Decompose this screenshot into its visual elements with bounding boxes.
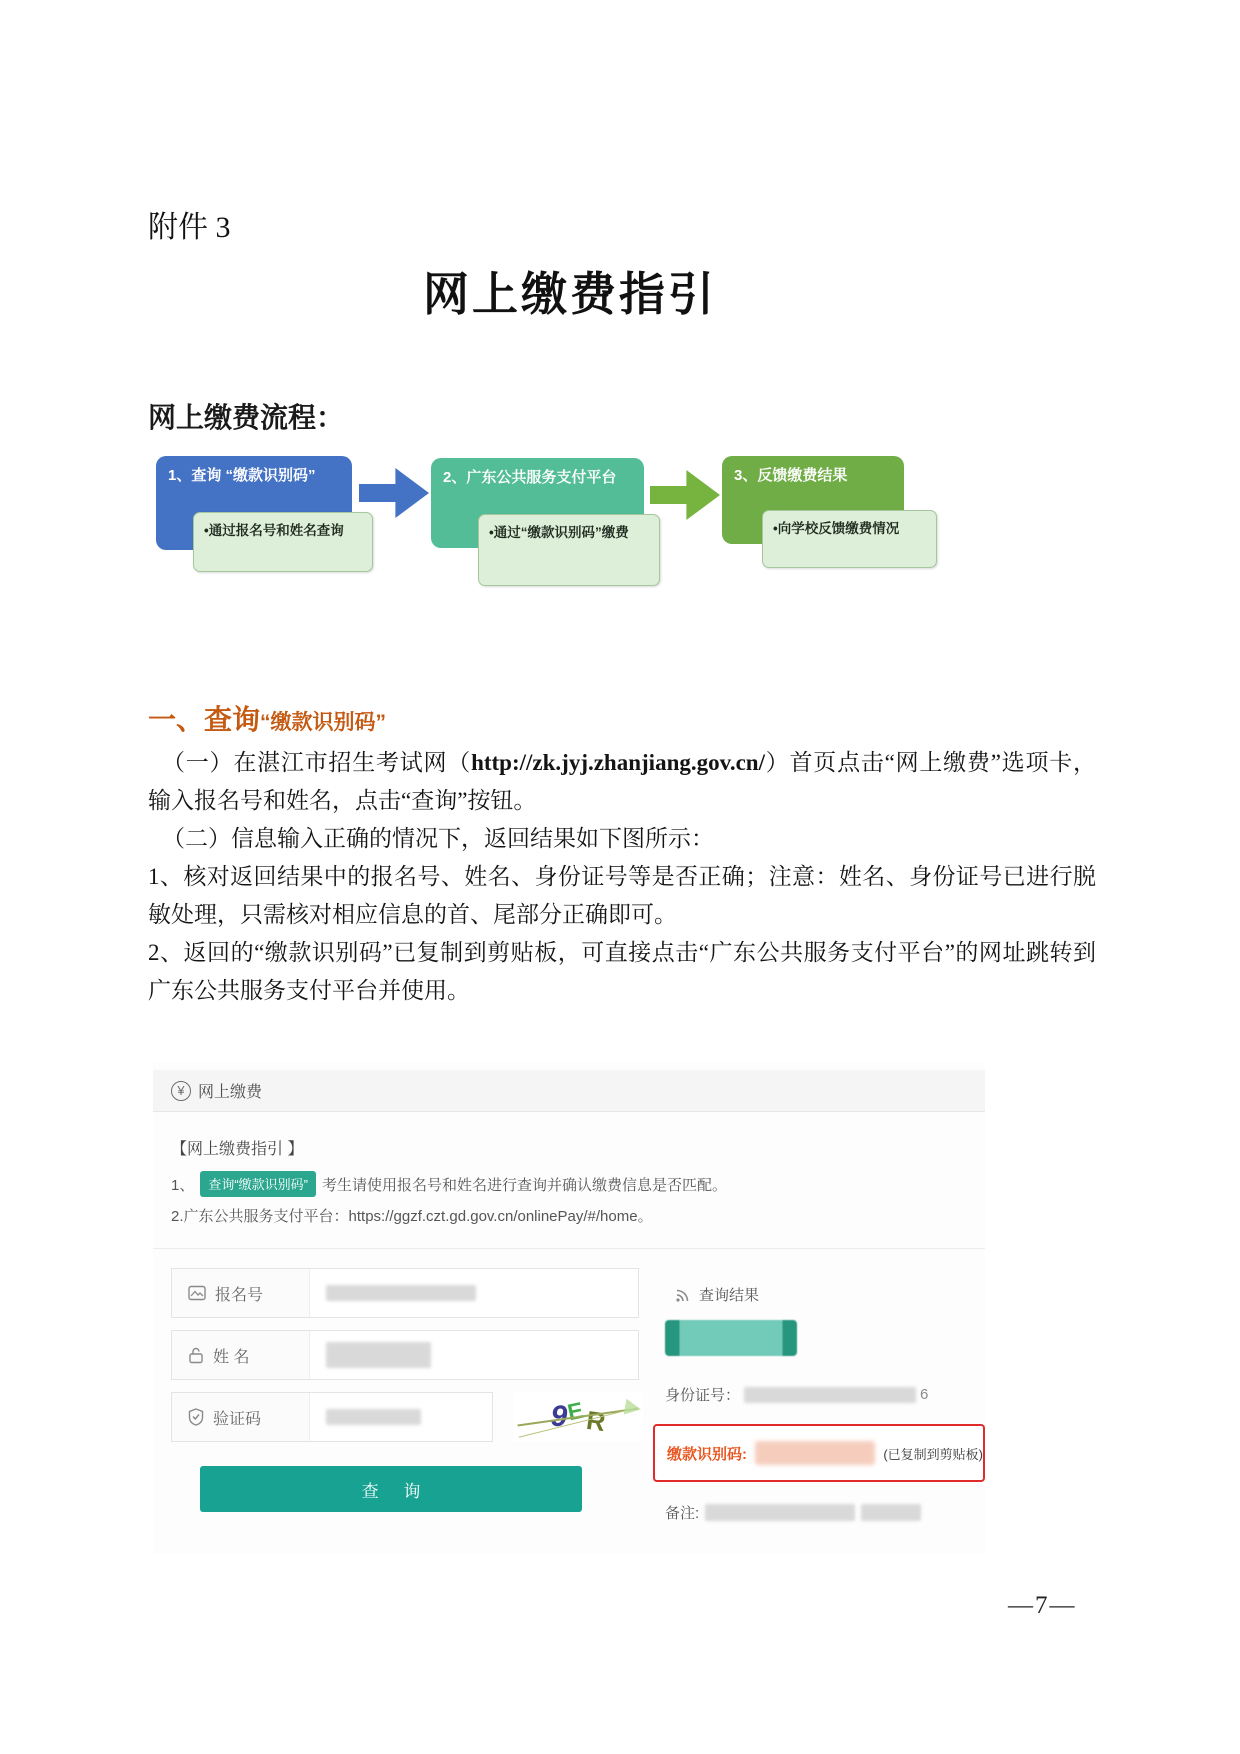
webui-header-bar <box>153 1070 985 1112</box>
page-title: 网上缴费指引 <box>423 269 717 320</box>
exam-site-url[interactable]: http://zk.jyj.zhanjiang.gov.cn/ <box>471 750 765 775</box>
results-title-text: 查询结果 <box>699 1287 760 1304</box>
flow-step-3-note: •向学校反馈缴费情况 <box>762 510 937 568</box>
captcha-label-text: 验证码 <box>213 1410 262 1428</box>
section-heading-main: 一、查询 <box>148 704 261 735</box>
form-row-captcha <box>171 1392 493 1442</box>
flow-step-3-box: 3、反馈缴费结果 <box>722 456 904 544</box>
webui-screenshot <box>153 1062 985 1554</box>
regno-input[interactable] <box>310 1285 638 1301</box>
regno-value-redacted <box>326 1285 476 1301</box>
query-code-badge: 查询“缴款识别码” <box>200 1171 316 1197</box>
captcha-image[interactable] <box>513 1392 643 1442</box>
captcha-char: R <box>584 1404 607 1437</box>
query-button[interactable]: 查 询 <box>200 1466 582 1512</box>
id-number-suffix: 6 <box>920 1386 929 1403</box>
rss-icon <box>675 1287 691 1303</box>
arrow-right-icon <box>650 470 720 520</box>
section-heading-quote: “缴款识别码” <box>260 711 387 734</box>
webui-header-title: 网上缴费 <box>198 1084 263 1101</box>
paragraph-1-before: （一）在湛江市招生考试网（ <box>162 750 472 775</box>
webui-guide-title: 【网上缴费指引 】 <box>171 1141 304 1158</box>
arrow-right-icon <box>359 468 429 518</box>
flow-step-2-note: •通过“缴款识别码”缴费 <box>478 514 660 586</box>
captcha-label <box>172 1393 310 1441</box>
paragraph-1 <box>148 744 1096 820</box>
guide-step-1-prefix: 1、 <box>171 1176 195 1194</box>
id-card-icon <box>188 1285 206 1301</box>
captcha-value-redacted <box>326 1409 421 1425</box>
remark-line <box>665 1502 921 1523</box>
id-number-label: 身份证号： <box>665 1387 741 1404</box>
paragraph-1-after: ）首页点击“网上缴费”选项卡，输入报名号和姓名，点击“查询”按钮。 <box>148 750 1097 813</box>
page-number: —7— <box>1008 1592 1077 1619</box>
paragraph-3: 1、核对返回结果中的报名号、姓名、身份证号等是否正确；注意：姓名、身份证号已进行脱敏处理，只需核对相应信息的首、尾部分正确即可。 <box>148 864 1096 927</box>
divider <box>153 1248 985 1249</box>
flow-step-1-box: 1、查询 “缴款识别码” <box>156 456 352 550</box>
name-value-redacted <box>326 1342 431 1368</box>
remark-label: 备注: <box>665 1505 700 1522</box>
captcha-noise-shape <box>624 1399 643 1418</box>
name-label-text: 姓 名 <box>213 1348 250 1366</box>
form-row-regno <box>171 1268 639 1318</box>
payment-platform-url[interactable]: 2.广东公共服务支付平台：https://ggzf.czt.gd.gov.cn/onlinePay/#/home。 <box>171 1208 653 1225</box>
paragraph-2: （二）信息输入正确的情况下，返回结果如下图所示： <box>162 826 714 851</box>
remark-value-redacted <box>705 1504 855 1521</box>
regno-label <box>172 1269 310 1317</box>
payment-code-box <box>653 1424 985 1482</box>
attachment-label: 附件 3 <box>148 211 231 244</box>
flow-step-1-note: •通过报名号和姓名查询 <box>193 512 373 572</box>
form-row-name <box>171 1330 639 1380</box>
id-number-line <box>665 1384 928 1405</box>
body-text <box>148 744 1096 1010</box>
paragraph-4: 2、返回的“缴款识别码”已复制到剪贴板，可直接点击“广东公共服务支付平台”的网址跳转到广东公共服务支付平台并使用。 <box>148 940 1096 1003</box>
copied-to-clipboard-note: (已复制到剪贴板) <box>883 1446 983 1462</box>
guide-step-1-text: 考生请使用报名号和姓名进行查询并确认缴费信息是否匹配。 <box>322 1176 728 1194</box>
webui-guide-line-1 <box>171 1171 727 1197</box>
payment-flowchart <box>148 446 948 606</box>
captcha-char: E <box>565 1396 586 1425</box>
remark-value-redacted <box>861 1504 921 1521</box>
process-label: 网上缴费流程： <box>148 402 345 433</box>
id-number-redacted <box>744 1387 916 1403</box>
section-heading <box>148 698 386 738</box>
captcha-input[interactable] <box>310 1409 492 1425</box>
result-name-pill-redacted <box>665 1320 797 1356</box>
name-label <box>172 1331 310 1379</box>
flow-step-2-box: 2、广东公共服务支付平台 <box>431 458 644 548</box>
name-input[interactable] <box>310 1342 638 1368</box>
captcha-char: 9 <box>550 1400 568 1433</box>
shield-check-icon <box>188 1408 204 1426</box>
regno-label-text: 报名号 <box>215 1286 264 1304</box>
payment-code-redacted <box>755 1441 875 1465</box>
yen-circle-icon: ¥ <box>171 1081 191 1101</box>
lock-icon <box>188 1347 204 1364</box>
results-title <box>675 1284 759 1305</box>
payment-code-label: 缴款识别码: <box>667 1445 747 1463</box>
